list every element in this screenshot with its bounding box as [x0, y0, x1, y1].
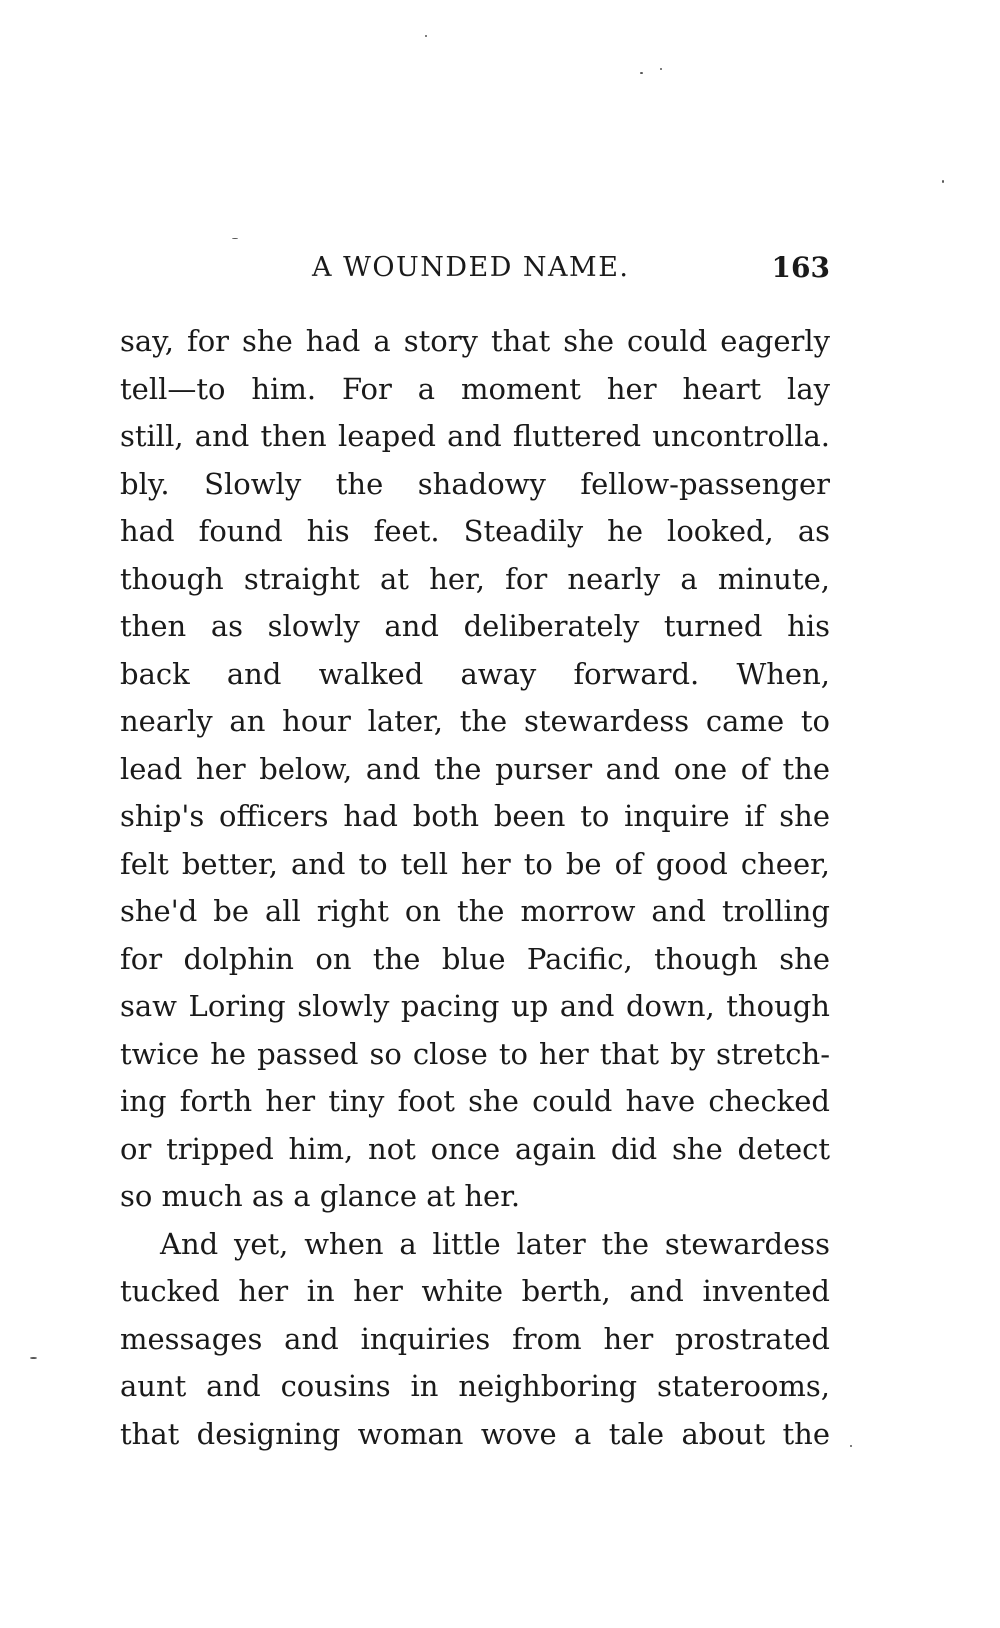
scan-speck	[232, 238, 238, 239]
text-line: bly. Slowly the shadowy fellow-passenger	[120, 466, 830, 501]
paragraph-2	[120, 1221, 830, 1459]
text-line: twice he passed so close to her that by stretch-	[120, 1036, 830, 1071]
text-line: or tripped him, not once again did she detect	[120, 1131, 830, 1166]
text-line: nearly an hour later, the stewardess came to	[120, 704, 830, 738]
scan-speck	[640, 72, 643, 74]
paragraph-1	[120, 318, 830, 1221]
scan-speck	[660, 68, 662, 70]
text-line: had found his feet. Steadily he looked, as	[120, 514, 830, 548]
text-line: that designing woman wove a tale about the	[120, 1416, 830, 1451]
text-line: back and walked away forward. When,	[120, 656, 830, 691]
text-line: tucked her in her white berth, and invented	[120, 1274, 830, 1308]
text-line: ship's officers had both been to inquire if she	[120, 799, 830, 833]
page-number: 163	[771, 251, 830, 284]
running-title: A WOUNDED NAME.	[312, 252, 630, 283]
text-line: ing forth her tiny foot she could have checked	[120, 1084, 830, 1118]
text-line: lead her below, and the purser and one of the	[120, 751, 830, 786]
text-line: And yet, when a little later the stewardess	[160, 1226, 830, 1261]
text-line: though straight at her, for nearly a minute,	[120, 561, 830, 596]
text-line: messages and inquiries from her prostrated	[120, 1321, 830, 1356]
text-line: saw Loring slowly pacing up and down, though	[120, 989, 830, 1023]
text-line: she'd be all right on the morrow and trolling	[120, 894, 830, 928]
scan-speck	[30, 1357, 37, 1359]
scan-speck	[942, 180, 944, 183]
scan-speck	[850, 1445, 852, 1447]
running-head	[120, 248, 830, 288]
text-line: so much as a glance at her.	[120, 1179, 521, 1213]
scan-speck	[425, 35, 427, 37]
text-line: say, for she had a story that she could eagerly	[120, 324, 830, 358]
body-text	[120, 318, 830, 1458]
text-line: then as slowly and deliberately turned his	[120, 609, 830, 643]
text-line: still, and then leaped and fluttered uncontrolla.	[120, 419, 830, 453]
text-line: tell—to him. For a moment her heart lay	[120, 371, 830, 406]
text-line: for dolphin on the blue Pacific, though she	[120, 941, 830, 976]
text-line: felt better, and to tell her to be of good cheer,	[120, 846, 830, 881]
text-line: aunt and cousins in neighboring staterooms,	[120, 1369, 830, 1403]
